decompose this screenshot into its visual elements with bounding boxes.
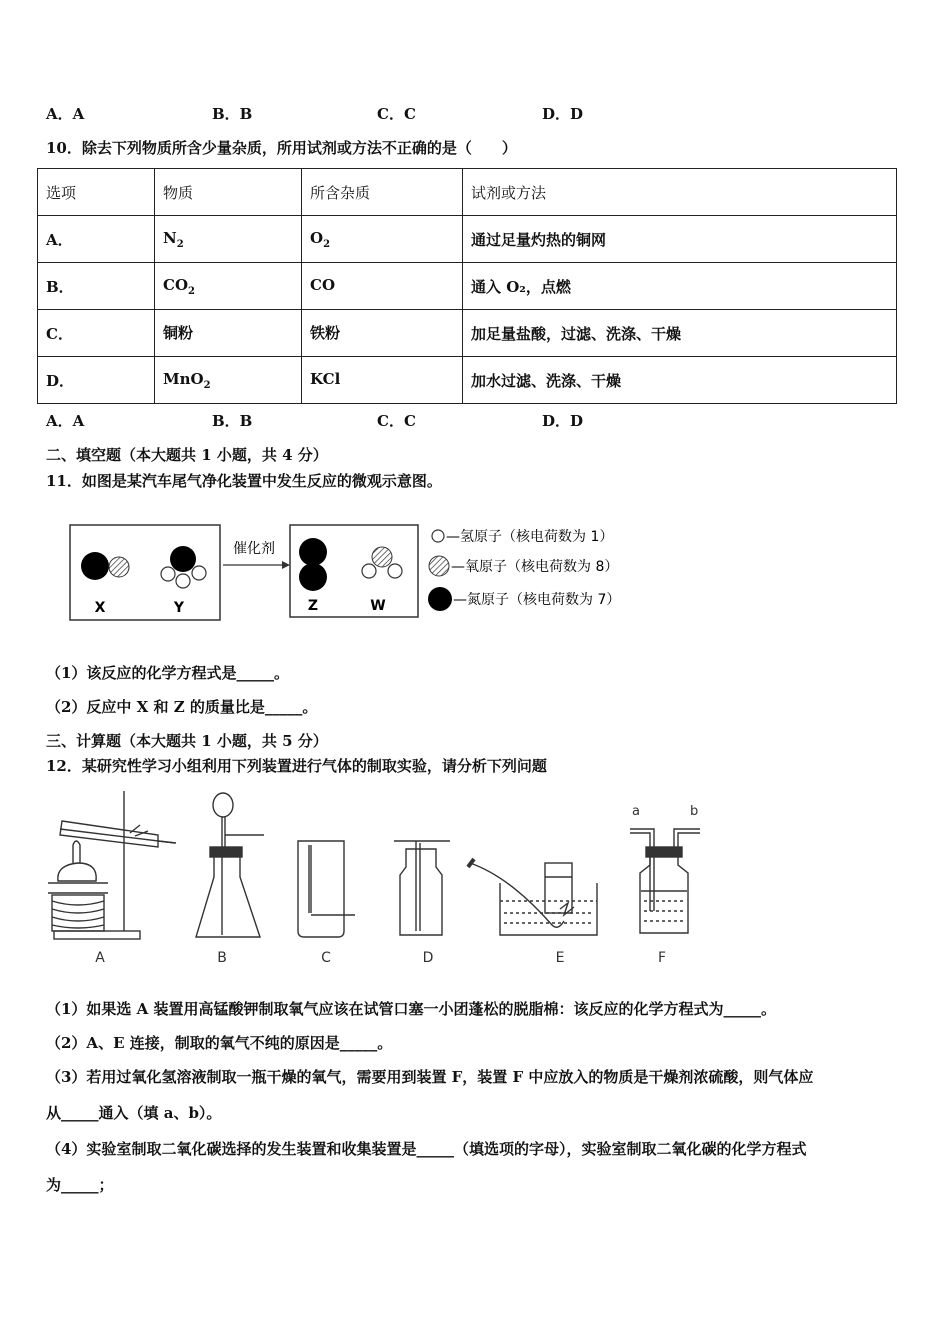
q10-table <box>37 168 897 404</box>
section-3-heading: 三、计算题（本大题共 1 小题，共 5 分） <box>46 732 328 750</box>
table-cell-method: 通入 O₂，点燃 <box>463 263 897 310</box>
q10-choice-b[interactable]: B．B <box>212 412 253 430</box>
label-e: E <box>555 950 565 966</box>
q11-sub2: （2）反应中 X 和 Z 的质量比是_____。 <box>46 698 318 716</box>
label-w: W <box>370 598 386 614</box>
q12-sub2: （2）A、E 连接，制取的氧气不纯的原因是_____。 <box>46 1034 393 1052</box>
q10-choice-c[interactable]: C．C <box>377 412 416 430</box>
legend-oxygen: —氧原子（核电荷数为 8） <box>451 559 619 575</box>
legend <box>428 528 620 611</box>
table-cell-option: C． <box>38 310 155 357</box>
apparatus-c <box>298 841 355 937</box>
table-cell-impurity: 铁粉 <box>302 310 463 357</box>
oxygen-atom-icon <box>429 556 449 576</box>
q10-choice-d[interactable]: D．D <box>542 412 584 430</box>
port-b-label: b <box>690 804 699 819</box>
molecule-y <box>161 546 206 588</box>
table-row <box>38 310 897 357</box>
table-row <box>38 357 897 404</box>
table-cell-option: A． <box>38 216 155 263</box>
q12-sub3-line2: 从_____通入（填 a、b）。 <box>46 1104 222 1122</box>
hydrogen-atom-icon <box>432 530 444 542</box>
table-cell-impurity: KCl <box>302 357 463 404</box>
table-header: 选项 <box>38 169 155 216</box>
q9-choice-b[interactable]: B．B <box>212 105 253 123</box>
q10-choice-a[interactable]: A．A <box>46 412 85 430</box>
table-cell-method: 加足量盐酸，过滤、洗涤、干燥 <box>463 310 897 357</box>
q12-apparatus-diagram <box>40 785 720 970</box>
table-cell-impurity: $O_2$ <box>302 216 463 263</box>
catalyst-label: 催化剂 <box>233 541 275 557</box>
legend-hydrogen: —氢原子（核电荷数为 1） <box>446 529 614 545</box>
table-cell-substance: MnO$_2$ <box>155 357 302 404</box>
q9-choices <box>46 103 666 125</box>
nitrogen-atom-icon <box>428 587 452 611</box>
q11-sub1: （1）该反应的化学方程式是_____。 <box>46 664 289 682</box>
table-row <box>38 216 897 263</box>
q9-choice-c[interactable]: C．C <box>377 105 416 123</box>
molecule-x <box>81 552 129 580</box>
q11-reaction-diagram <box>60 515 660 627</box>
apparatus-d <box>394 841 450 935</box>
table-header: 所含杂质 <box>302 169 463 216</box>
apparatus-b <box>196 793 264 937</box>
apparatus-a <box>48 791 176 939</box>
q12-stem: 12．某研究性学习小组利用下列装置进行气体的制取实验，请分析下列问题 <box>46 757 547 775</box>
table-header-row <box>38 169 897 216</box>
q9-choice-a[interactable]: A．A <box>46 105 85 123</box>
q12-sub4-line2: 为_____； <box>46 1176 114 1194</box>
legend-nitrogen: —氮原子（核电荷数为 7） <box>453 592 621 608</box>
port-a-label: a <box>632 804 640 819</box>
table-cell-method: 通过足量灼热的铜网 <box>463 216 897 263</box>
table-cell-substance: 铜粉 <box>155 310 302 357</box>
molecule-z <box>299 538 327 591</box>
label-b: B <box>217 950 227 966</box>
q9-choice-d[interactable]: D．D <box>542 105 584 123</box>
table-cell-method: 加水过滤、洗涤、干燥 <box>463 357 897 404</box>
q11-stem: 11．如图是某汽车尾气净化装置中发生反应的微观示意图。 <box>46 472 442 490</box>
table-cell-impurity: CO <box>302 263 463 310</box>
molecule-w <box>362 547 402 578</box>
table-cell-option: B． <box>38 263 155 310</box>
label-c: C <box>321 950 331 966</box>
q10-stem: 10．除去下列物质所含少量杂质，所用试剂或方法不正确的是（ ） <box>46 139 517 157</box>
section-2-heading: 二、填空题（本大题共 1 小题，共 4 分） <box>46 446 328 464</box>
q12-sub1: （1）如果选 A 装置用高锰酸钾制取氧气应该在试管口塞一小团蓬松的脱脂棉：该反应的化学方程式为_____。 <box>46 1000 777 1018</box>
table-header: 物质 <box>155 169 302 216</box>
q12-sub3-line1: （3）若用过氧化氢溶液制取一瓶干燥的氧气，需要用到装置 F，装置 F 中应放入的物质是干燥剂浓硫酸，则气体应 <box>46 1068 814 1086</box>
label-d: D <box>422 950 434 966</box>
table-header: 试剂或方法 <box>463 169 897 216</box>
apparatus-e <box>468 859 597 935</box>
label-a: A <box>95 950 105 966</box>
table-cell-option: D． <box>38 357 155 404</box>
label-f: F <box>657 950 667 966</box>
table-cell-substance: $N_2$ <box>155 216 302 263</box>
label-y: Y <box>173 600 185 616</box>
label-x: X <box>94 600 106 616</box>
table-cell-substance: $CO_2$ <box>155 263 302 310</box>
q12-sub4-line1: （4）实验室制取二氧化碳选择的发生装置和收集装置是_____（填选项的字母），实验室制取二氧化碳的化学方程式 <box>46 1140 807 1158</box>
apparatus-f <box>630 804 700 933</box>
q10-choices <box>46 410 666 432</box>
label-z: Z <box>307 598 319 614</box>
table-row <box>38 263 897 310</box>
